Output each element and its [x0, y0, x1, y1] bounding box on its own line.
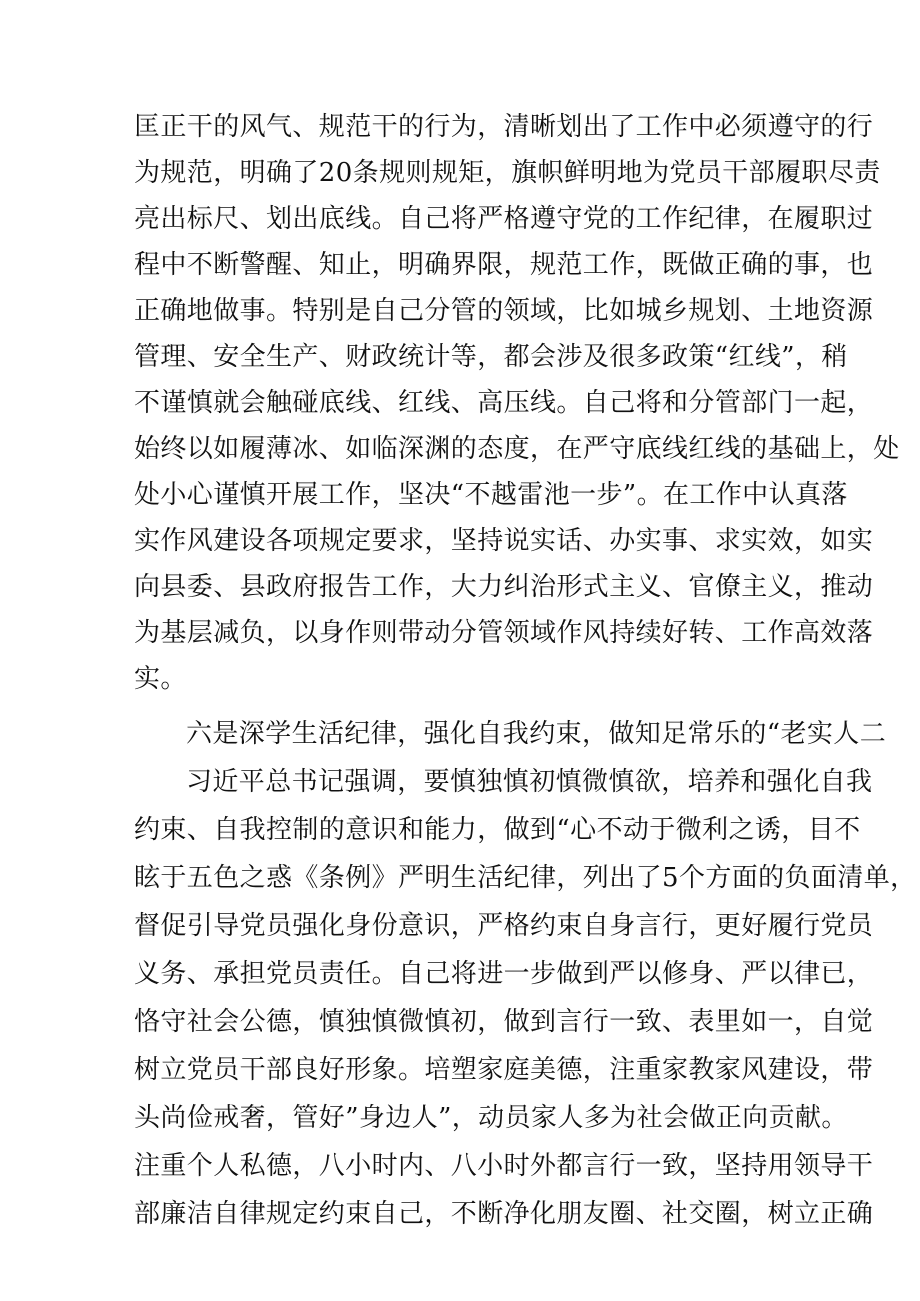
text-line: 处小心谨慎开展工作，坚决“不越雷池一步”。在工作中认真落	[134, 480, 848, 510]
section-heading: 六是深学生活纪律，强化自我约束，做知足常乐的“老实人二	[186, 719, 887, 749]
text-line: 亮出标尺、划出底线。自己将严格遵守党的工作纪律，在履职过	[134, 204, 874, 234]
text-line: 树立党员干部良好形象。培塑家庭美德，注重家教家风建设，带	[134, 1055, 874, 1085]
text-line: 向县委、县政府报告工作，大力纠治形式主义、官僚主义，推动	[134, 572, 874, 602]
text-line: 义务、承担党员责任。自己将进一步做到严以修身、严以律已，	[134, 959, 874, 989]
text-line: 注重个人私德，八小时内、八小时外都言行一致，坚持用领导干	[134, 1151, 874, 1181]
text-line: 头尚俭戒奢，管好”身边人”，动员家人多为社会做正向贡献。	[134, 1103, 848, 1133]
text-line: 习近平总书记强调，要慎独慎初慎微慎欲，培养和强化自我	[186, 767, 873, 797]
text-line: 始终以如履薄冰、如临深渊的态度，在严守底线红线的基础上，处	[134, 434, 900, 464]
text-line: 管理、安全生产、财政统计等，都会涉及很多政策“红线”，稍	[134, 342, 848, 372]
text-line: 实作风建设各项规定要求，坚持说实话、办实事、求实效，如实	[134, 526, 874, 556]
text-line: 为规范，明确了20条规则规矩，旗帜鲜明地为党员干部履职尽责	[134, 158, 881, 188]
text-line: 正确地做事。特别是自己分管的领域，比如城乡规划、土地资源	[134, 296, 874, 326]
text-line: 眩于五色之惑《条例》严明生活纪律，列出了5个方面的负面清单，	[134, 863, 917, 893]
text-line: 部廉洁自律规定约束自己，不断净化朋友圈、社交圈，树立正确	[134, 1199, 874, 1229]
text-line: 程中不断警醒、知止，明确界限，规范工作，既做正确的事，也	[134, 250, 874, 280]
text-line: 恪守社会公德，慎独慎微慎初，做到言行一致、表里如一，自觉	[134, 1007, 874, 1037]
text-line: 不谨慎就会触碰底线、红线、高压线。自己将和分管部门一起，	[134, 388, 874, 418]
text-line: 约束、自我控制的意识和能力，做到“心不动于微利之诱，目不	[134, 815, 861, 845]
text-line: 实。	[134, 664, 187, 694]
text-line: 匡正干的风气、规范干的行为，清晰划出了工作中必须遵守的行	[134, 112, 874, 142]
text-line: 为基层减负，以身作则带动分管领域作风持续好转、工作高效落	[134, 618, 874, 648]
text-line: 督促引导党员强化身份意识，严格约束自身言行，更好履行党员	[134, 911, 874, 941]
